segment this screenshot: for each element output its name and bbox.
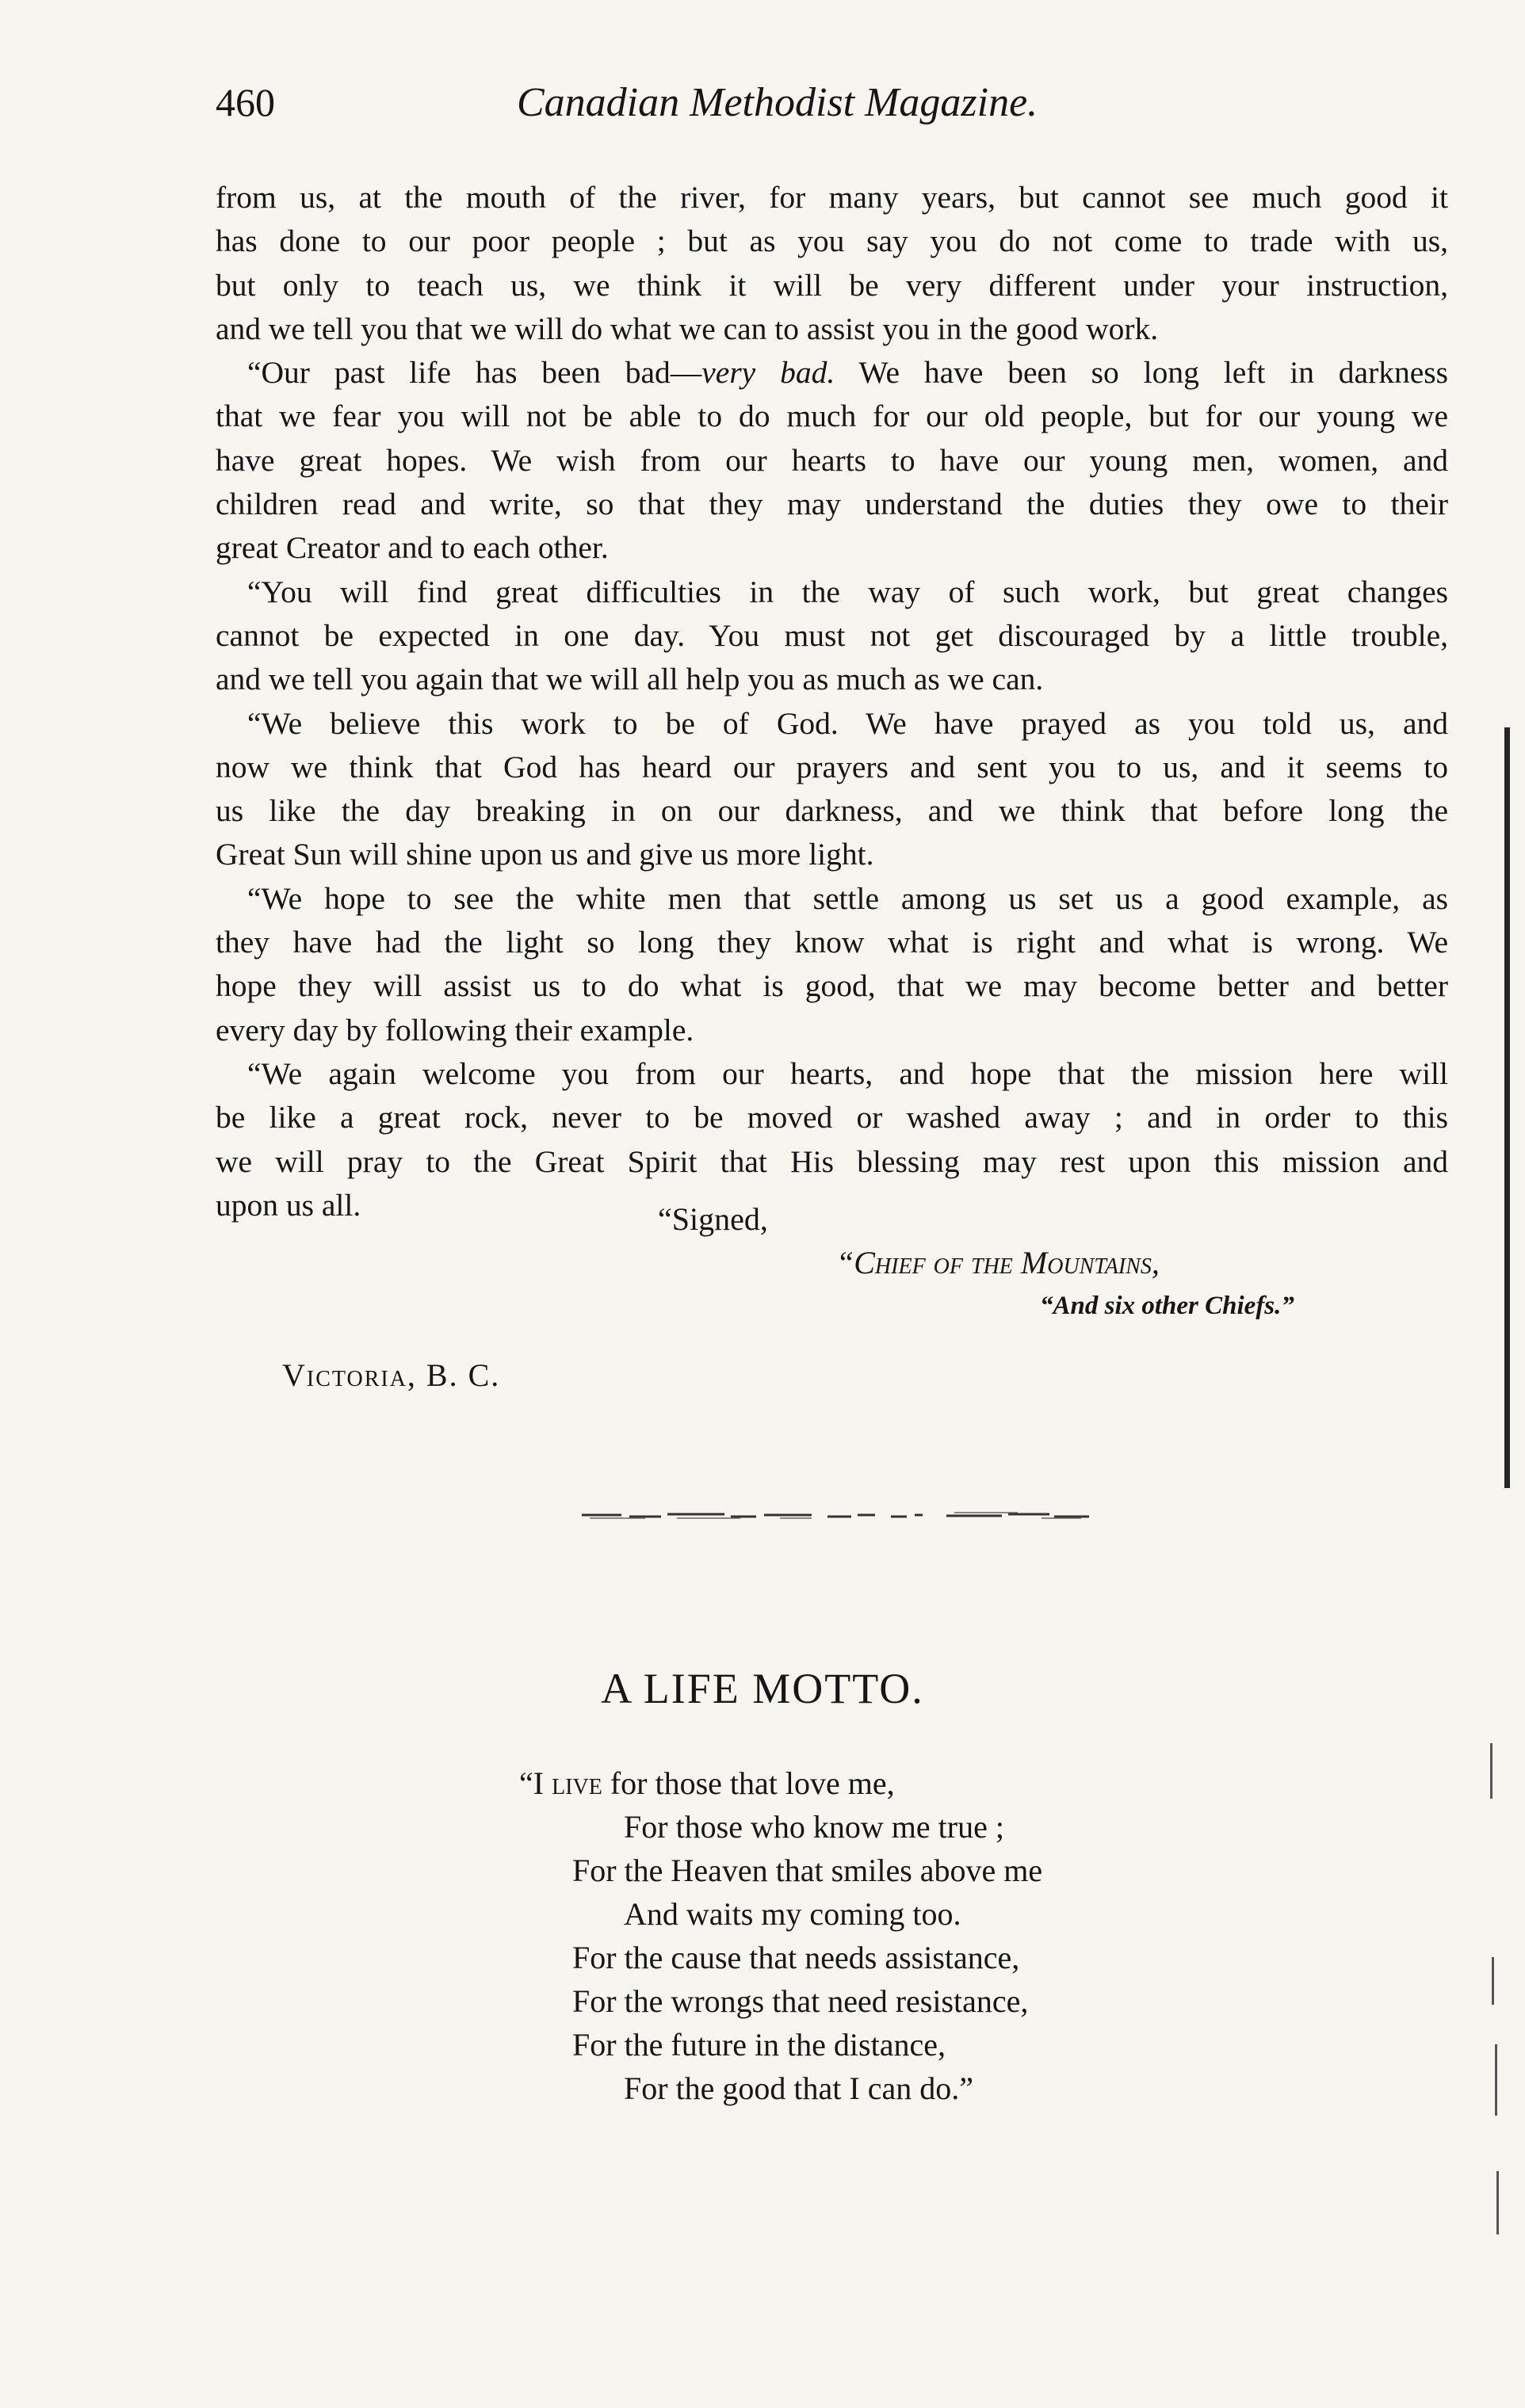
page-number: 460 <box>216 80 275 124</box>
text-line: has done to our poor people ; but as you say you do not come to trade with us, <box>216 223 1448 259</box>
poem-line: For the cause that needs assistance, <box>572 1940 1020 1975</box>
text-line: Great Sun will shine upon us and give us more light. <box>216 837 874 872</box>
text-line: have great hopes. We wish from our hearts to have our young men, women, and <box>216 442 1448 478</box>
signed-line: “Signed, <box>658 1201 768 1237</box>
running-head <box>216 79 1405 143</box>
text-line: hope they will assist us to do what is good, that we may become better and better <box>216 968 1448 1004</box>
scan-mark <box>1490 1743 1493 1799</box>
text-line: children read and write, so that they may understand the duties they owe to their <box>216 487 1448 522</box>
text-line: from us, at the mouth of the river, for many years, but cannot see much good it <box>216 180 1448 215</box>
poem-line: And waits my coming too. <box>624 1896 961 1932</box>
chief-signature: “Chief of the Mountains, <box>836 1245 1160 1280</box>
poem-line: For the future in the distance, <box>572 2027 946 2063</box>
text-line: they have had the light so long they know what is right and what is wrong. We <box>216 925 1448 960</box>
text-line: “We hope to see the white men that settle among us set us a good example, as <box>247 880 1448 916</box>
journal-title: Canadian Methodist Magazine. <box>517 80 1038 125</box>
text-fragment: We have been so long left in darkness <box>835 355 1449 391</box>
text-line: upon us all. <box>216 1187 361 1223</box>
poem-line: For those who know me true ; <box>624 1809 1004 1845</box>
text-line: we will pray to the Great Spirit that His blessing may rest upon this mission and <box>216 1143 1448 1179</box>
text-line: “We believe this work to be of God. We have prayed as you told us, and <box>247 705 1448 741</box>
text-line: be like a great rock, never to be moved or washed away ; and in order to this <box>216 1100 1448 1135</box>
text-fragment: “Our past life has been bad— <box>247 355 702 391</box>
text-line: great Creator and to each other. <box>216 530 609 566</box>
text-line: “You will find great difficulties in the way of such work, but great changes <box>247 574 1448 609</box>
poem-line <box>519 1761 1042 1805</box>
text-line: now we think that God has heard our prayers and sent you to us, and it seems to <box>216 749 1448 784</box>
poem-line: For the good that I can do.” <box>624 2070 973 2106</box>
scan-mark <box>1495 2044 1497 2116</box>
scan-mark <box>1496 2171 1499 2234</box>
text-line: us like the day breaking in on our darkness, and we think that before long the <box>216 793 1448 829</box>
poem-title: A LIFE MOTTO. <box>601 1665 924 1712</box>
poem <box>519 1761 1042 2110</box>
text-line: cannot be expected in one day. You must not get discouraged by a little trouble, <box>216 617 1448 653</box>
text-line: but only to teach us, we think it will be very different under your instruction, <box>216 267 1448 303</box>
poem-line-rest: for those that love me, <box>602 1765 895 1801</box>
text-line <box>216 351 1448 395</box>
italic-phrase: very bad. <box>701 355 835 391</box>
ornamental-rule <box>574 1510 1097 1521</box>
text-line: and we tell you again that we will all help you as much as we can. <box>216 662 1044 697</box>
text-line: that we fear you will not be able to do much for our old people, but for our young we <box>216 399 1448 434</box>
poem-first-word: “I live <box>519 1765 602 1801</box>
scan-mark <box>1492 1957 1494 2005</box>
text-line: every day by following their example. <box>216 1012 694 1048</box>
text-line: and we tell you that we will do what we can to assist you in the good work. <box>216 311 1159 346</box>
text-line: “We again welcome you from our hearts, and hope that the mission here will <box>247 1055 1448 1091</box>
poem-line: For the Heaven that smiles above me <box>572 1853 1043 1888</box>
place-line: Victoria, B. C. <box>282 1357 501 1393</box>
poem-line: For the wrongs that need resistance, <box>572 1983 1029 2019</box>
binding-shadow <box>1504 727 1510 1488</box>
other-chiefs-line: “And six other Chiefs.” <box>1040 1292 1294 1320</box>
letter-body <box>216 176 1448 1227</box>
